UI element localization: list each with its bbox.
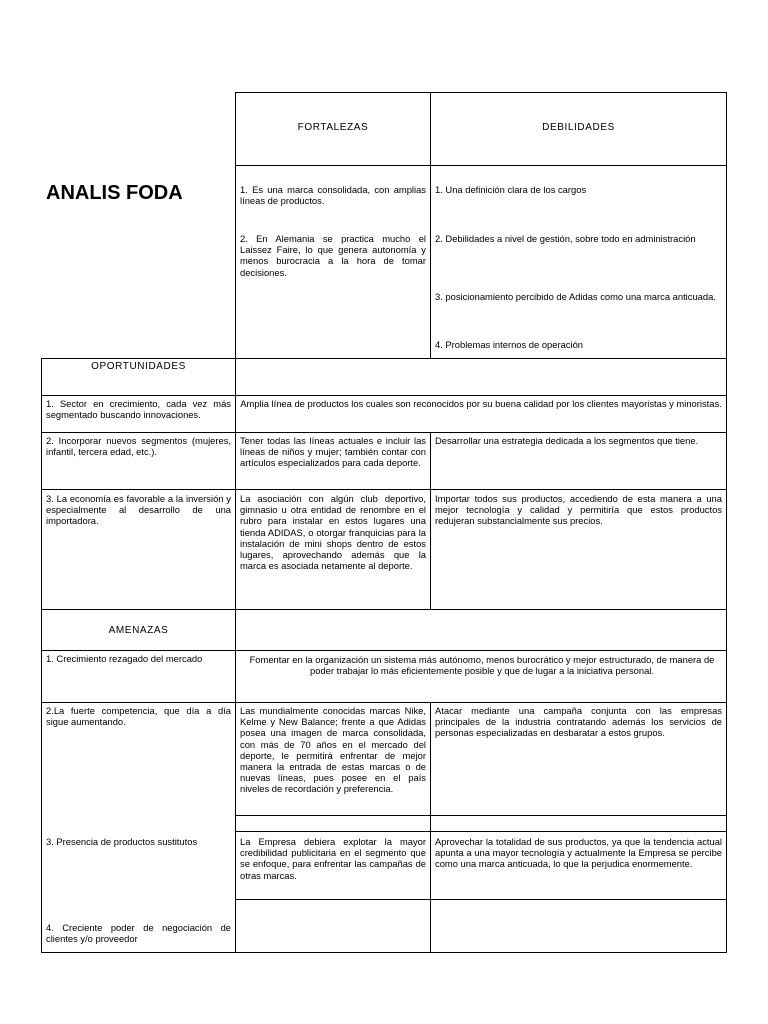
- strategy-fo: La asociación con algún club deportivo, gimnasio u otra entidad de renombre en el rubro para instalar en estos lugares una tienda ADIDAS, o otorgar franquicias para la instalación de mini shops dentro de estos lugares, aprovechando además que la marca es asociada netamente al deporte.: [240, 493, 426, 572]
- strategy-fa: La Empresa debiera explotar la mayor credibilidad publicitaria en el segmento que se enfoque, para enfrentar las campañas de otras marcas.: [240, 836, 426, 881]
- strategy-fa-da-combined: Fomentar en la organización un sistema más autónomo, menos burocrático y mejor estructurado, de manera de poder trabajar lo más eficientemente posible y que de lugar a la iniciativa personal.: [249, 654, 715, 677]
- amenaza-item: 2.La fuerte competencia, que día a día sigue aumentando.: [46, 705, 231, 728]
- header-fortalezas: FORTALEZAS: [297, 122, 369, 133]
- strategy-da: Aprovechar la totalidad de sus productos, ya que la tendencia actual apunta a una mayor tecnología y actualmente la Empresa se percibe como una marca anticuada, lo que la perjudica enormemente.: [435, 836, 722, 870]
- page-title: ANALIS FODA: [46, 182, 183, 204]
- oportunidad-item: 2. Incorporar nuevos segmentos (mujeres, infantil, tercera edad, etc.).: [46, 435, 231, 458]
- debilidad-item: 3. posicionamiento percibido de Adidas como una marca anticuada.: [435, 291, 716, 302]
- debilidad-item: 2. Debilidades a nivel de gestión, sobre todo en administración: [435, 233, 696, 244]
- header-debilidades: DEBILIDADES: [542, 122, 615, 133]
- debilidad-item: 4. Problemas internos de operación: [435, 339, 584, 350]
- fortaleza-item: 2. En Alemania se practica mucho el Laissez Faire, lo que genera autonomía y menos burocracia a la hora de tomar decisiones.: [240, 233, 426, 278]
- strategy-do: Importar todos sus productos, accediendo de esta manera a una mejor tecnología y calidad y permitiría que estos productos redujeran substancialmente sus precios.: [435, 493, 722, 527]
- header-oportunidades: OPORTUNIDADES: [91, 361, 186, 372]
- oportunidad-item: 1. Sector en crecimiento, cada vez más segmentado buscando innovaciones.: [46, 398, 231, 421]
- strategy-fo: Tener todas las líneas actuales e incluir las líneas de niños y mujer; también contar con artículos especializados para cada deporte.: [240, 435, 426, 469]
- strategy-do: Desarrollar una estrategia dedicada a los segmentos que tiene.: [435, 435, 699, 446]
- strategy-da: Atacar mediante una campaña conjunta con las empresas principales de la industria contratando además los servicios de personas especializadas en desbaratar a estos grupos.: [435, 705, 722, 739]
- strategy-fo-do-combined: Amplia línea de productos los cuales son reconocidos por su buena calidad por los clientes mayoristas y minoristas.: [240, 398, 722, 409]
- amenaza-item: 4. Creciente poder de negociación de clientes y/o proveedor: [46, 922, 231, 945]
- amenaza-item: 3. Presencia de productos sustitutos: [46, 836, 198, 847]
- header-amenazas: AMENAZAS: [108, 625, 169, 636]
- debilidad-item: 1. Una definición clara de los cargos: [435, 184, 587, 195]
- strategy-fa: Las mundialmente conocidas marcas Nike, Kelme y New Balance; frente a que Adidas posea una imagen de marca consolidada, con más de 70 años en el mercado del deporte, le permitirá enfrentar de mejor manera la entrada de estas marcas o de nuevas líneas, pues posee en el país niveles de recordación y preferencia.: [240, 705, 426, 795]
- amenaza-item: 1. Crecimiento rezagado del mercado: [46, 653, 203, 664]
- fortaleza-item: 1. Es una marca consolidada, con amplias líneas de productos.: [240, 184, 426, 207]
- oportunidad-item: 3. La economía es favorable a la inversión y especialmente al desarrollo de una importadora.: [46, 493, 231, 527]
